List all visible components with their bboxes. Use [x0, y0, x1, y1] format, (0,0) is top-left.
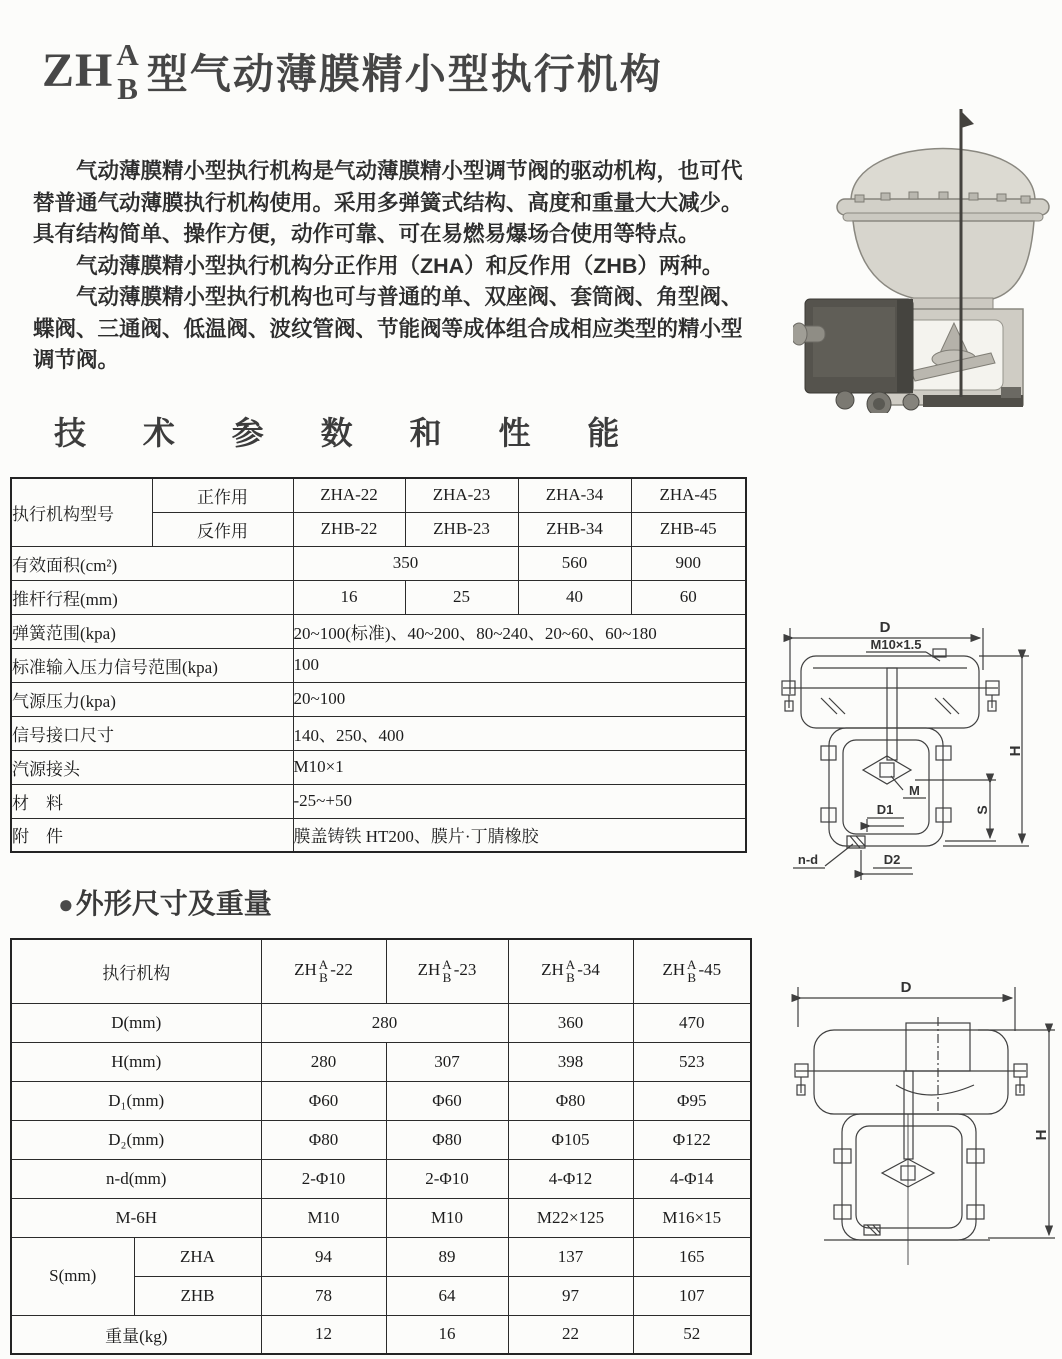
table-row	[11, 648, 746, 682]
table-row	[11, 546, 746, 580]
row-label: D₂(mm)	[11, 1120, 261, 1159]
dim-label-h: H	[1033, 1129, 1050, 1141]
row-label: 气源压力(kpa)	[11, 682, 293, 716]
title-model-prefix: ZH	[42, 43, 114, 97]
cell: 78	[261, 1276, 386, 1315]
cell: 16	[293, 580, 405, 614]
row-label: 执行机构型号	[11, 478, 152, 546]
cell: 360	[508, 1003, 633, 1042]
dim-label-d: D	[900, 979, 912, 996]
title-variant-a: A	[116, 37, 139, 72]
cell: M10×1	[293, 750, 746, 784]
page-title	[42, 36, 663, 104]
cell: ZHB-45	[631, 512, 746, 546]
cell: 膜盖铸铁 HT200、膜片·丁腈橡胶	[293, 818, 746, 852]
model-prefix: ZH	[662, 960, 686, 980]
dim-label-m: M	[909, 783, 920, 798]
cell: ZHA-22	[293, 478, 405, 512]
model-variant-a: A	[565, 957, 576, 973]
cell: 2-Φ10	[386, 1159, 508, 1198]
row-label: 附 件	[11, 818, 293, 852]
cell: ZHB-34	[518, 512, 631, 546]
model-variant-b: B	[319, 970, 328, 986]
cell: 470	[633, 1003, 751, 1042]
table-row	[11, 1081, 751, 1120]
row-label: H(mm)	[11, 1042, 261, 1081]
row-label: 重量(kg)	[11, 1315, 261, 1354]
row-label: D₁(mm)	[11, 1081, 261, 1120]
cell: 16	[386, 1315, 508, 1354]
row-label: 有效面积(cm²)	[11, 546, 293, 580]
table-row	[11, 818, 746, 852]
cell: ZHA-45	[631, 478, 746, 512]
row-label: 信号接口尺寸	[11, 716, 293, 750]
table-row	[11, 1237, 751, 1276]
cell: M22×125	[508, 1198, 633, 1237]
cell: 20~100(标准)、40~200、80~240、20~60、60~180	[293, 614, 746, 648]
model-variant-b: B	[442, 970, 452, 986]
model-header	[633, 939, 751, 1003]
cell: 280	[261, 1003, 508, 1042]
model-variant-a: A	[442, 957, 452, 973]
cell: 97	[508, 1276, 633, 1315]
table-row	[11, 1003, 751, 1042]
model-variant-a: A	[687, 957, 697, 973]
dim-label-d1: D1	[876, 802, 894, 817]
cell: Φ95	[633, 1081, 751, 1120]
cell: 307	[386, 1042, 508, 1081]
model-header	[261, 939, 386, 1003]
dim-label-thread: M10×1.5	[870, 637, 922, 652]
row-label: S(mm)	[11, 1237, 134, 1315]
intro-paragraphs	[33, 156, 747, 377]
sub-row-label: 正作用	[152, 478, 293, 512]
dimension-drawing-section	[763, 598, 1062, 890]
row-label: M-6H	[11, 1198, 261, 1237]
intro-paragraph: 气动薄膜精小型执行机构也可与普通的单、双座阀、套筒阀、角型阀、蝶阀、三通阀、低温阀、波纹管阀、节能阀等成体组合成相应类型的精小型调节阀。	[33, 285, 743, 372]
cell: 89	[386, 1237, 508, 1276]
cell: M10	[261, 1198, 386, 1237]
dimensions-table	[10, 938, 752, 1355]
cell: 523	[633, 1042, 751, 1081]
cell: 25	[405, 580, 518, 614]
sub-row-label: ZHA	[134, 1237, 261, 1276]
product-photo	[793, 101, 1060, 413]
cell: M16×15	[633, 1198, 751, 1237]
row-label: D(mm)	[11, 1003, 261, 1042]
cell: 107	[633, 1276, 751, 1315]
section-heading-tech: 技 术 参 数 和 性 能	[54, 415, 644, 451]
dimension-drawing-outline	[778, 973, 1062, 1318]
table-row	[11, 750, 746, 784]
model-header	[386, 939, 508, 1003]
cell: ZHA-34	[518, 478, 631, 512]
row-label: 弹簧范围(kpa)	[11, 614, 293, 648]
cell: 20~100	[293, 682, 746, 716]
cell: Φ122	[633, 1120, 751, 1159]
model-prefix: ZH	[541, 960, 564, 980]
cell: M10	[386, 1198, 508, 1237]
tech-params-table	[10, 477, 747, 853]
cell: 398	[508, 1042, 633, 1081]
title-model-variants	[116, 38, 138, 106]
cell: 137	[508, 1237, 633, 1276]
cell: 100	[293, 648, 746, 682]
cell: ZHA-23	[405, 478, 518, 512]
table-row	[11, 682, 746, 716]
sub-row-label: 反作用	[152, 512, 293, 546]
table-row	[11, 716, 746, 750]
title-text: 型气动薄膜精小型执行机构	[146, 50, 663, 97]
row-label: n-d(mm)	[11, 1159, 261, 1198]
cell: Φ60	[386, 1081, 508, 1120]
sub-row-label: ZHB	[134, 1276, 261, 1315]
cell: Φ80	[508, 1081, 633, 1120]
table-row	[11, 784, 746, 818]
cell: 165	[633, 1237, 751, 1276]
table-row	[11, 1315, 751, 1354]
table-row	[11, 1120, 751, 1159]
section-heading-dimensions	[58, 882, 272, 922]
cell: 12	[261, 1315, 386, 1354]
cell: 52	[633, 1315, 751, 1354]
row-label: 标准输入压力信号范围(kpa)	[11, 648, 293, 682]
cell: Φ105	[508, 1120, 633, 1159]
cell: ZHB-23	[405, 512, 518, 546]
dim-label-h: H	[1007, 745, 1024, 757]
cell: 280	[261, 1042, 386, 1081]
model-header	[508, 939, 633, 1003]
cell: 64	[386, 1276, 508, 1315]
intro-paragraph: 气动薄膜精小型执行机构分正作用（ZHA）和反作用（ZHB）两种。	[76, 253, 724, 278]
cell: -25~+50	[293, 784, 746, 818]
cell: Φ80	[261, 1120, 386, 1159]
section-heading-text: 外形尺寸及重量	[75, 888, 272, 919]
cell: 4-Φ14	[633, 1159, 751, 1198]
dim-label-s: S	[974, 805, 990, 815]
model-prefix: ZH	[417, 960, 441, 980]
cell: 22	[508, 1315, 633, 1354]
table-row	[11, 1198, 751, 1237]
cell: 40	[518, 580, 631, 614]
cell: 900	[631, 546, 746, 580]
bullet-icon: ●	[58, 889, 74, 919]
row-label: 材 料	[11, 784, 293, 818]
model-variant-a: A	[318, 957, 329, 973]
row-label: 执行机构	[11, 939, 261, 1003]
cell: 140、250、400	[293, 716, 746, 750]
dim-label-nd: n-d	[797, 852, 819, 867]
model-variant-b: B	[687, 970, 697, 986]
dim-label-d2: D2	[883, 852, 901, 867]
table-row	[11, 478, 746, 512]
cell: 94	[261, 1237, 386, 1276]
row-label: 汽源接头	[11, 750, 293, 784]
model-suffix: -45	[698, 960, 722, 980]
model-suffix: -34	[577, 960, 600, 980]
cell: Φ60	[261, 1081, 386, 1120]
cell: 350	[293, 546, 518, 580]
cell: Φ80	[386, 1120, 508, 1159]
cell: ZHB-22	[293, 512, 405, 546]
model-prefix: ZH	[294, 960, 317, 980]
cell: 4-Φ12	[508, 1159, 633, 1198]
row-label: 推杆行程(mm)	[11, 580, 293, 614]
model-suffix: -22	[330, 960, 353, 980]
table-row	[11, 1159, 751, 1198]
table-row	[11, 1042, 751, 1081]
table-row	[11, 580, 746, 614]
model-suffix: -23	[453, 960, 477, 980]
dim-label-d: D	[879, 619, 891, 636]
intro-paragraph: 气动薄膜精小型执行机构是气动薄膜精小型调节阀的驱动机构，也可代替普通气动薄膜执行机构使用。采用多弹簧式结构、高度和重量大大减少。具有结构简单、操作方便，动作可靠、可在易燃易爆场合使用等特点。	[33, 159, 743, 246]
table-row	[11, 614, 746, 648]
table-row	[11, 939, 751, 1003]
title-variant-b: B	[117, 71, 138, 106]
cell: 2-Φ10	[261, 1159, 386, 1198]
cell: 560	[518, 546, 631, 580]
cell: 60	[631, 580, 746, 614]
model-variant-b: B	[566, 970, 575, 986]
